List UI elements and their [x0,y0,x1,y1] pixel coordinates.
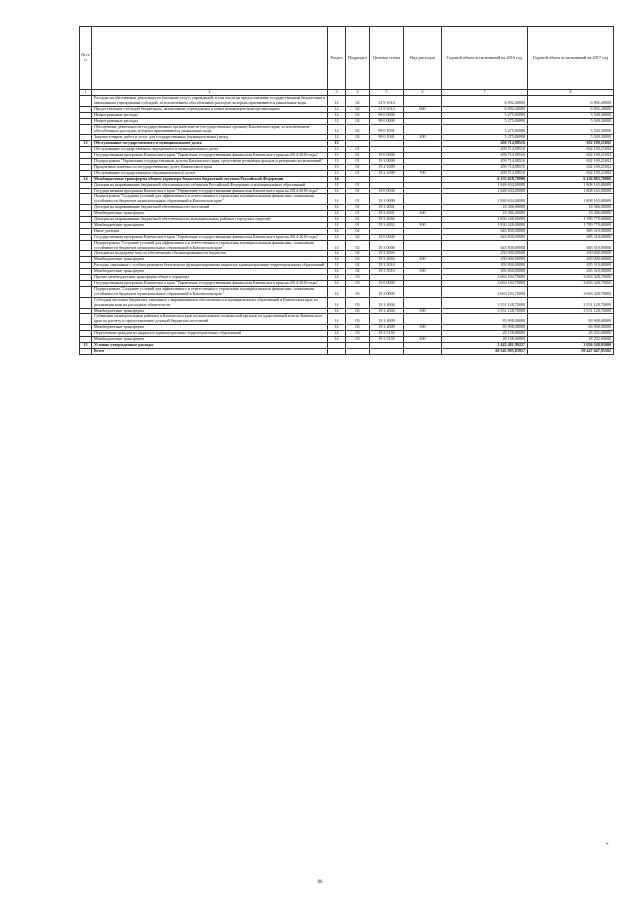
row-razdel: 13 [328,147,346,153]
row-amount-2016: 83 908,00000 [442,325,528,331]
row-podrazdel: 01 [346,182,370,188]
row-razdel: 14 [328,240,346,251]
header-desc [92,27,328,90]
row-podrazdel: 02 [346,257,370,263]
row-razdel: 14 [328,337,346,343]
row-razdel: 14 [328,269,346,275]
row-amount-2016: 6 992,40000 [442,96,528,107]
row-amount-2017: 632 109,21692 [528,141,614,147]
row-podrazdel: 01 [346,194,370,205]
row-podrazdel: 03 [346,286,370,297]
row-razdel: 12 [328,135,346,141]
row-amount-2016: 3 551 128,70000 [442,308,528,314]
row-amount-2017: 685 310,00000 [528,240,614,251]
row-podrazdel: 01 [346,158,370,164]
row-razdel: 14 [328,297,346,308]
row-description: Государственная программа Камчатского края "Управление государственными финансами Камчатского края на 2014-2018 годы" [92,153,328,159]
row-amount-2016: 5 275,00000 [442,118,528,124]
row-description: Иные дотации [92,228,328,234]
row-amount-2017: 18 386,00000 [528,205,614,211]
row-razdel: 14 [328,308,346,314]
header-vid-rashodov: Вид расходов [404,27,442,90]
row-podrazdel: 02 [346,234,370,240]
row-amount-2016: 1 443 481,99227 [442,342,528,348]
row-amount-2016: 250 000,00000 [442,257,528,263]
header-podrazdel: Подраздел [346,27,370,90]
row-amount-2016: 18 386,00000 [442,211,528,217]
row-podrazdel: 03 [346,297,370,308]
row-razdel: 13 [328,158,346,164]
row-amount-2016: 6 155 658,70000 [442,176,528,182]
row-amount-2017: 3 551 128,70000 [528,308,614,314]
col-number: 3 [328,90,346,96]
row-number [80,96,92,107]
row-amount-2016: 459 714,98516 [442,141,528,147]
row-description: Межбюджетные трансферты общего характера бюджетам бюджетной системы Российской Федерации [92,176,328,182]
row-celevaya-statya: 19 2 1009 [370,164,404,170]
row-razdel: 14 [328,234,346,240]
row-amount-2016: 28 158,00000 [442,331,528,337]
row-celevaya-statya: 19 3 5159 [370,331,404,337]
row-amount-2016: 83 908,00000 [442,314,528,325]
row-amount-2016: 459 714,98516 [442,158,528,164]
row-amount-2017: 59 447 647,95502 [528,348,614,354]
row-amount-2016: 1 848 634,00000 [442,194,528,205]
row-celevaya-statya: 99 0 0000 [370,112,404,118]
row-amount-2017: 1 789 779,00000 [528,217,614,223]
row-amount-2017: 6 992,40000 [528,106,614,112]
row-vid-rashodov [404,314,442,325]
row-amount-2017: 6 156 803,70000 [528,176,614,182]
row-amount-2017: 28 292,00000 [528,331,614,337]
row-razdel: 14 [328,263,346,269]
row-razdel: 14 [328,205,346,211]
row-amount-2017: 5 549,30000 [528,118,614,124]
row-number [80,240,92,251]
row-amount-2017: 5 549,30000 [528,112,614,118]
row-amount-2016: 459 714,98516 [442,170,528,176]
row-description: Подпрограмма "Создание условий для эффективного и ответственного управления муниципальными финансами, повышения устойчивости бюджетов муниципальных образований в Камчатском крае" [92,286,328,297]
row-vid-rashodov: 500 [404,337,442,343]
row-celevaya-statya: 19 3 4004 [370,297,404,308]
row-amount-2017: 28 292,00000 [528,337,614,343]
row-amount-2017: 3 036 548,93000 [528,342,614,348]
row-number [80,286,92,297]
row-razdel: 14 [328,286,346,297]
row-celevaya-statya: 19 2 0000 [370,158,404,164]
col-number: 6 [404,90,442,96]
row-razdel: 14 [328,325,346,331]
row-description: Непрограммные расходы [92,112,328,118]
row-celevaya-statya [370,348,404,354]
row-amount-2017: 3 551 128,70000 [528,297,614,308]
row-amount-2016: 5 275,00000 [442,124,528,135]
row-description: Подпрограмма "Создание условий для эффективного и ответственного управления муниципальными финансами, повышения устойчивости бюджетов муниципальных образований в Камчатском крае" [92,240,328,251]
header-2017: Годовой объем ассигнований на 2017 год [528,27,614,90]
col-number: 1 [80,90,92,96]
row-amount-2016: 5 275,00000 [442,112,528,118]
row-amount-2017: 632 109,21692 [528,158,614,164]
row-amount-2017: 5 549,30000 [528,124,614,135]
row-vid-rashodov [404,286,442,297]
row-razdel: 14 [328,257,346,263]
row-podrazdel: 01 [346,222,370,228]
row-number [80,297,92,308]
row-celevaya-statya: 21 9 1014 [370,96,404,107]
row-amount-2016: 3 663 194,70000 [442,286,528,297]
row-description: Дотации на выравнивание бюджетной обеспеченности поселений [92,205,328,211]
row-amount-2017: 685 310,00000 [528,228,614,234]
row-description: Всего [92,348,328,354]
row-podrazdel: 01 [346,188,370,194]
row-podrazdel: 01 [346,147,370,153]
row-podrazdel: 01 [346,164,370,170]
row-podrazdel [346,348,370,354]
header-razdel: Раздел [328,27,346,90]
row-razdel: 13 [328,141,346,147]
row-number [80,194,92,205]
table-row [80,348,614,354]
row-amount-2016: 393 830,00000 [442,263,528,269]
row-amount-2016: 459 714,98516 [442,164,528,170]
row-razdel: 14 [328,331,346,337]
row-amount-2016: 459 714,98516 [442,147,528,153]
row-description: Дотации на выравнивание бюджетной обеспеченности муниципальных районов (городских округов) [92,217,328,223]
table-row [80,124,614,135]
row-celevaya-statya: 19 3 4009 [370,314,404,325]
row-vid-rashodov: 200 [404,135,442,141]
row-vid-rashodov: 500 [404,269,442,275]
row-amount-2016: 643 830,00000 [442,240,528,251]
row-celevaya-statya: 19 3 4001 [370,211,404,217]
row-description: Межбюджетные трансферты [92,269,328,275]
col-number: 2 [92,90,328,96]
row-amount-2017: 1 808 165,00000 [528,188,614,194]
row-number [80,348,92,354]
page-number: 86 [317,880,323,885]
row-vid-rashodov: 500 [404,222,442,228]
row-vid-rashodov [404,194,442,205]
row-podrazdel: 02 [346,263,370,269]
row-amount-2016: 3 663 194,70000 [442,281,528,287]
header-2016: Годовой объем ассигнований на 2016 год [442,27,528,90]
row-description: Переселение граждан из закрытых административно-территориальных образований [92,331,328,337]
row-amount-2017: 18 386,00000 [528,211,614,217]
row-razdel: 14 [328,194,346,205]
row-vid-rashodov: 500 [404,257,442,263]
row-description: Дотации на выравнивание бюджетной обеспеченности субъектов Российской Федерации и муниципальных образований [92,182,328,188]
row-podrazdel: 02 [346,96,370,107]
row-amount-2016: 643 830,00000 [442,228,528,234]
row-razdel: 14 [328,176,346,182]
row-amount-2016: 28 158,00000 [442,337,528,343]
row-description: Государственная программа Камчатского края "Управление государственными финансами Камчатского края на 2014-2018 годы" [92,188,328,194]
row-celevaya-statya: 19 3 5159 [370,337,404,343]
row-podrazdel: 03 [346,337,370,343]
row-description: Государственная программа Камчатского края "Управление государственными финансами Камчатского края на 2014-2018 годы" [92,234,328,240]
row-description: Закупка товаров, работ и услуг для государственных (муниципальных) нужд [92,135,328,141]
row-celevaya-statya: 19 3 0000 [370,194,404,205]
table-row [80,240,614,251]
row-amount-2016: 60 545 995,83957 [442,348,528,354]
table-row [80,297,614,308]
row-podrazdel: 02 [346,269,370,275]
row-celevaya-statya: 19 3 5010 [370,263,404,269]
row-description: Межбюджетные трансферты [92,325,328,331]
row-amount-2017: 3 663 328,70000 [528,281,614,287]
row-number: 15 [80,342,92,348]
row-podrazdel: 02 [346,112,370,118]
row-amount-2017: 1 808 165,00000 [528,194,614,205]
row-celevaya-statya: 19 3 0000 [370,286,404,297]
row-amount-2017: 250 000,00000 [528,251,614,257]
row-celevaya-statya: 99 0 0000 [370,118,404,124]
row-amount-2016: 1 830 248,00000 [442,217,528,223]
row-amount-2017: 1 808 165,00000 [528,182,614,188]
budget-table [79,26,614,355]
row-razdel: 14 [328,211,346,217]
row-razdel: 12 [328,118,346,124]
row-celevaya-statya: 19 3 4001 [370,205,404,211]
row-description: Межбюджетные трансферты [92,211,328,217]
row-amount-2016: 250 000,00000 [442,251,528,257]
row-podrazdel: 02 [346,251,370,257]
row-description: Непрограммные расходы [92,118,328,124]
row-podrazdel: 02 [346,135,370,141]
row-razdel: 14 [328,228,346,234]
row-vid-rashodov [404,297,442,308]
row-razdel: 14 [328,275,346,281]
row-amount-2017: 685 310,00000 [528,234,614,240]
row-description: Подпрограмма "Управление государственным долгом Камчатского края, средствами резервных фондов и резервами ассигнований" [92,158,328,164]
row-vid-rashodov [404,348,442,354]
row-podrazdel: 03 [346,308,370,314]
row-number [80,314,92,325]
row-number [80,124,92,135]
row-celevaya-statya: 19 0 0000 [370,188,404,194]
row-description: Государственная программа Камчатского края "Управление государственными финансами Камчатского края на 2014-2018 годы" [92,281,328,287]
row-amount-2017: 632 109,21692 [528,153,614,159]
row-razdel: 14 [328,251,346,257]
row-vid-rashodov: 600 [404,106,442,112]
row-podrazdel: 01 [346,205,370,211]
row-razdel: 13 [328,164,346,170]
document-page [79,26,613,355]
row-amount-2017: 632 109,21692 [528,164,614,170]
row-amount-2016: 1 848 634,00000 [442,182,528,188]
row-vid-rashodov: 500 [404,325,442,331]
table-body [80,96,614,355]
row-description: Подпрограмма "Создание условий для эффективного и ответственного управления муниципальными финансами, повышения устойчивости бюджетов муниципальных образований в Камчатском крае" [92,194,328,205]
row-amount-2016: 643 830,00000 [442,234,528,240]
row-description: Межбюджетные трансферты [92,337,328,343]
table-row [80,96,614,107]
row-amount-2016: 393 830,00000 [442,269,528,275]
row-amount-2017: 632 109,21692 [528,147,614,153]
col-number: 7 [442,90,528,96]
row-description: Межбюджетные трансферты [92,308,328,314]
row-description: Дотации на поддержку мер по обеспечению сбалансированности бюджетов [92,251,328,257]
row-number: 13 [80,141,92,147]
row-description: Расходы, связанные с особым режимом безопасного функционирования закрытых административно-территориальных образований [92,263,328,269]
row-vid-rashodov: 500 [404,308,442,314]
row-razdel: 13 [328,153,346,159]
row-description: Прочие межбюджетные трансферты общего характера [92,275,328,281]
row-amount-2016: 6 992,40000 [442,106,528,112]
row-razdel: 12 [328,124,346,135]
row-razdel: 14 [328,222,346,228]
row-description: Обслуживание государственного (муниципального) долга [92,170,328,176]
row-razdel: 13 [328,170,346,176]
row-description: Обслуживание государственного и муниципального долга [92,141,328,147]
row-description: Межбюджетные трансферты [92,222,328,228]
col-number: 5 [370,90,404,96]
col-number: 8 [528,90,614,96]
row-podrazdel: 03 [346,281,370,287]
row-vid-rashodov: 500 [404,211,442,217]
row-podrazdel: 02 [346,228,370,234]
row-podrazdel: 03 [346,314,370,325]
table-header [80,27,614,90]
row-amount-2017: 250 000,00000 [528,257,614,263]
row-amount-2017: 632 109,21692 [528,170,614,176]
footer-marker: * [606,843,609,848]
table-row [80,286,614,297]
header-num: № п/п [80,27,92,90]
row-razdel: 14 [328,217,346,223]
row-celevaya-statya: 19 2 1009 [370,170,404,176]
row-razdel: 12 [328,96,346,107]
row-podrazdel: 02 [346,118,370,124]
row-podrazdel: 03 [346,331,370,337]
row-amount-2017: 5 549,30000 [528,135,614,141]
row-podrazdel: 01 [346,211,370,217]
row-razdel [328,348,346,354]
row-celevaya-statya: 19 3 4002 [370,217,404,223]
row-podrazdel: 01 [346,153,370,159]
row-celevaya-statya: 19 0 0000 [370,234,404,240]
table-row [80,314,614,325]
row-podrazdel: 03 [346,325,370,331]
row-description: Межбюджетные трансферты [92,257,328,263]
row-razdel: 14 [328,281,346,287]
row-razdel: 12 [328,106,346,112]
row-vid-rashodov [404,240,442,251]
row-razdel: 14 [328,314,346,325]
row-podrazdel: 02 [346,106,370,112]
row-vid-rashodov: 700 [404,170,442,176]
row-description: Условно утвержденные расходы [92,342,328,348]
row-amount-2016: 459 714,98516 [442,153,528,159]
row-celevaya-statya: 21 9 1014 [370,106,404,112]
row-amount-2017: 6 992,40000 [528,96,614,107]
row-celevaya-statya: 99 0 1001 [370,135,404,141]
row-razdel: 14 [328,182,346,188]
row-amount-2016: 18 386,00000 [442,205,528,211]
row-celevaya-statya: 19 3 4004 [370,308,404,314]
row-amount-2017: 3 663 328,70000 [528,286,614,297]
row-amount-2017: 3 663 328,70000 [528,275,614,281]
row-celevaya-statya: 19 3 5010 [370,269,404,275]
row-razdel: 12 [328,112,346,118]
row-amount-2017: 1 789 779,00000 [528,222,614,228]
row-podrazdel: 03 [346,275,370,281]
row-amount-2017: 435 310,00000 [528,269,614,275]
table-row [80,194,614,205]
row-vid-rashodov [404,124,442,135]
row-description: Расходы на обеспечение деятельности (оказание услуг) учреждений, в том числе на предоставление государственным бюджетным и автономным учреждениям субсидий, за исключением обособленных расходов, которым присваиваются уникальные коды [92,96,328,107]
row-amount-2016: 1 848 634,00000 [442,188,528,194]
row-amount-2017: 83 908,00000 [528,325,614,331]
row-amount-2016: 1 830 248,00000 [442,222,528,228]
row-amount-2017: 435 310,00000 [528,263,614,269]
row-description: Субвенции муниципальным районам в Камчатском крае на выполнение полномочий органов государственной власти Камчатского края по расчету и предоставлению дотаций бюджетам поселений [92,314,328,325]
row-description: Процентные платежи по государственному долгу Камчатского края [92,164,328,170]
row-celevaya-statya: 19 3 4003 [370,257,404,263]
row-celevaya-statya: 19 0 0000 [370,153,404,159]
row-podrazdel: 01 [346,217,370,223]
row-celevaya-statya: 19 3 0000 [370,240,404,251]
row-podrazdel: 02 [346,240,370,251]
row-description: Обеспечение деятельности государственных органов власти (государственных органов) Камчатского края, за исключением обособленных расходов, которым присваиваются уникальные коды [92,124,328,135]
row-vid-rashodov [404,96,442,107]
row-amount-2016: 3 551 128,70000 [442,297,528,308]
row-celevaya-statya: 19 3 4009 [370,325,404,331]
row-celevaya-statya: 19 0 0000 [370,281,404,287]
row-description: Предоставление субсидий бюджетным, автономным учреждениям и иным некоммерческим организациям [92,106,328,112]
row-description: Обслуживание государственного внутреннего и муниципального долга [92,147,328,153]
col-number: 4 [346,90,370,96]
row-celevaya-statya: 99 0 1001 [370,124,404,135]
row-razdel: 14 [328,188,346,194]
row-description: Субсидии местным бюджетам, связанные с выравниванием обеспеченности муниципальных образований в Камчатском крае по реализации ими их расходных обязательств [92,297,328,308]
row-podrazdel: 01 [346,170,370,176]
header-celevaya-statya: Целевая статья [370,27,404,90]
row-celevaya-statya: 19 3 4003 [370,251,404,257]
row-podrazdel: 02 [346,124,370,135]
row-amount-2017: 83 908,00000 [528,314,614,325]
row-amount-2016: 5 275,00000 [442,135,528,141]
row-celevaya-statya: 19 3 4002 [370,222,404,228]
row-number: 14 [80,176,92,182]
row-amount-2016: 3 663 194,70000 [442,275,528,281]
